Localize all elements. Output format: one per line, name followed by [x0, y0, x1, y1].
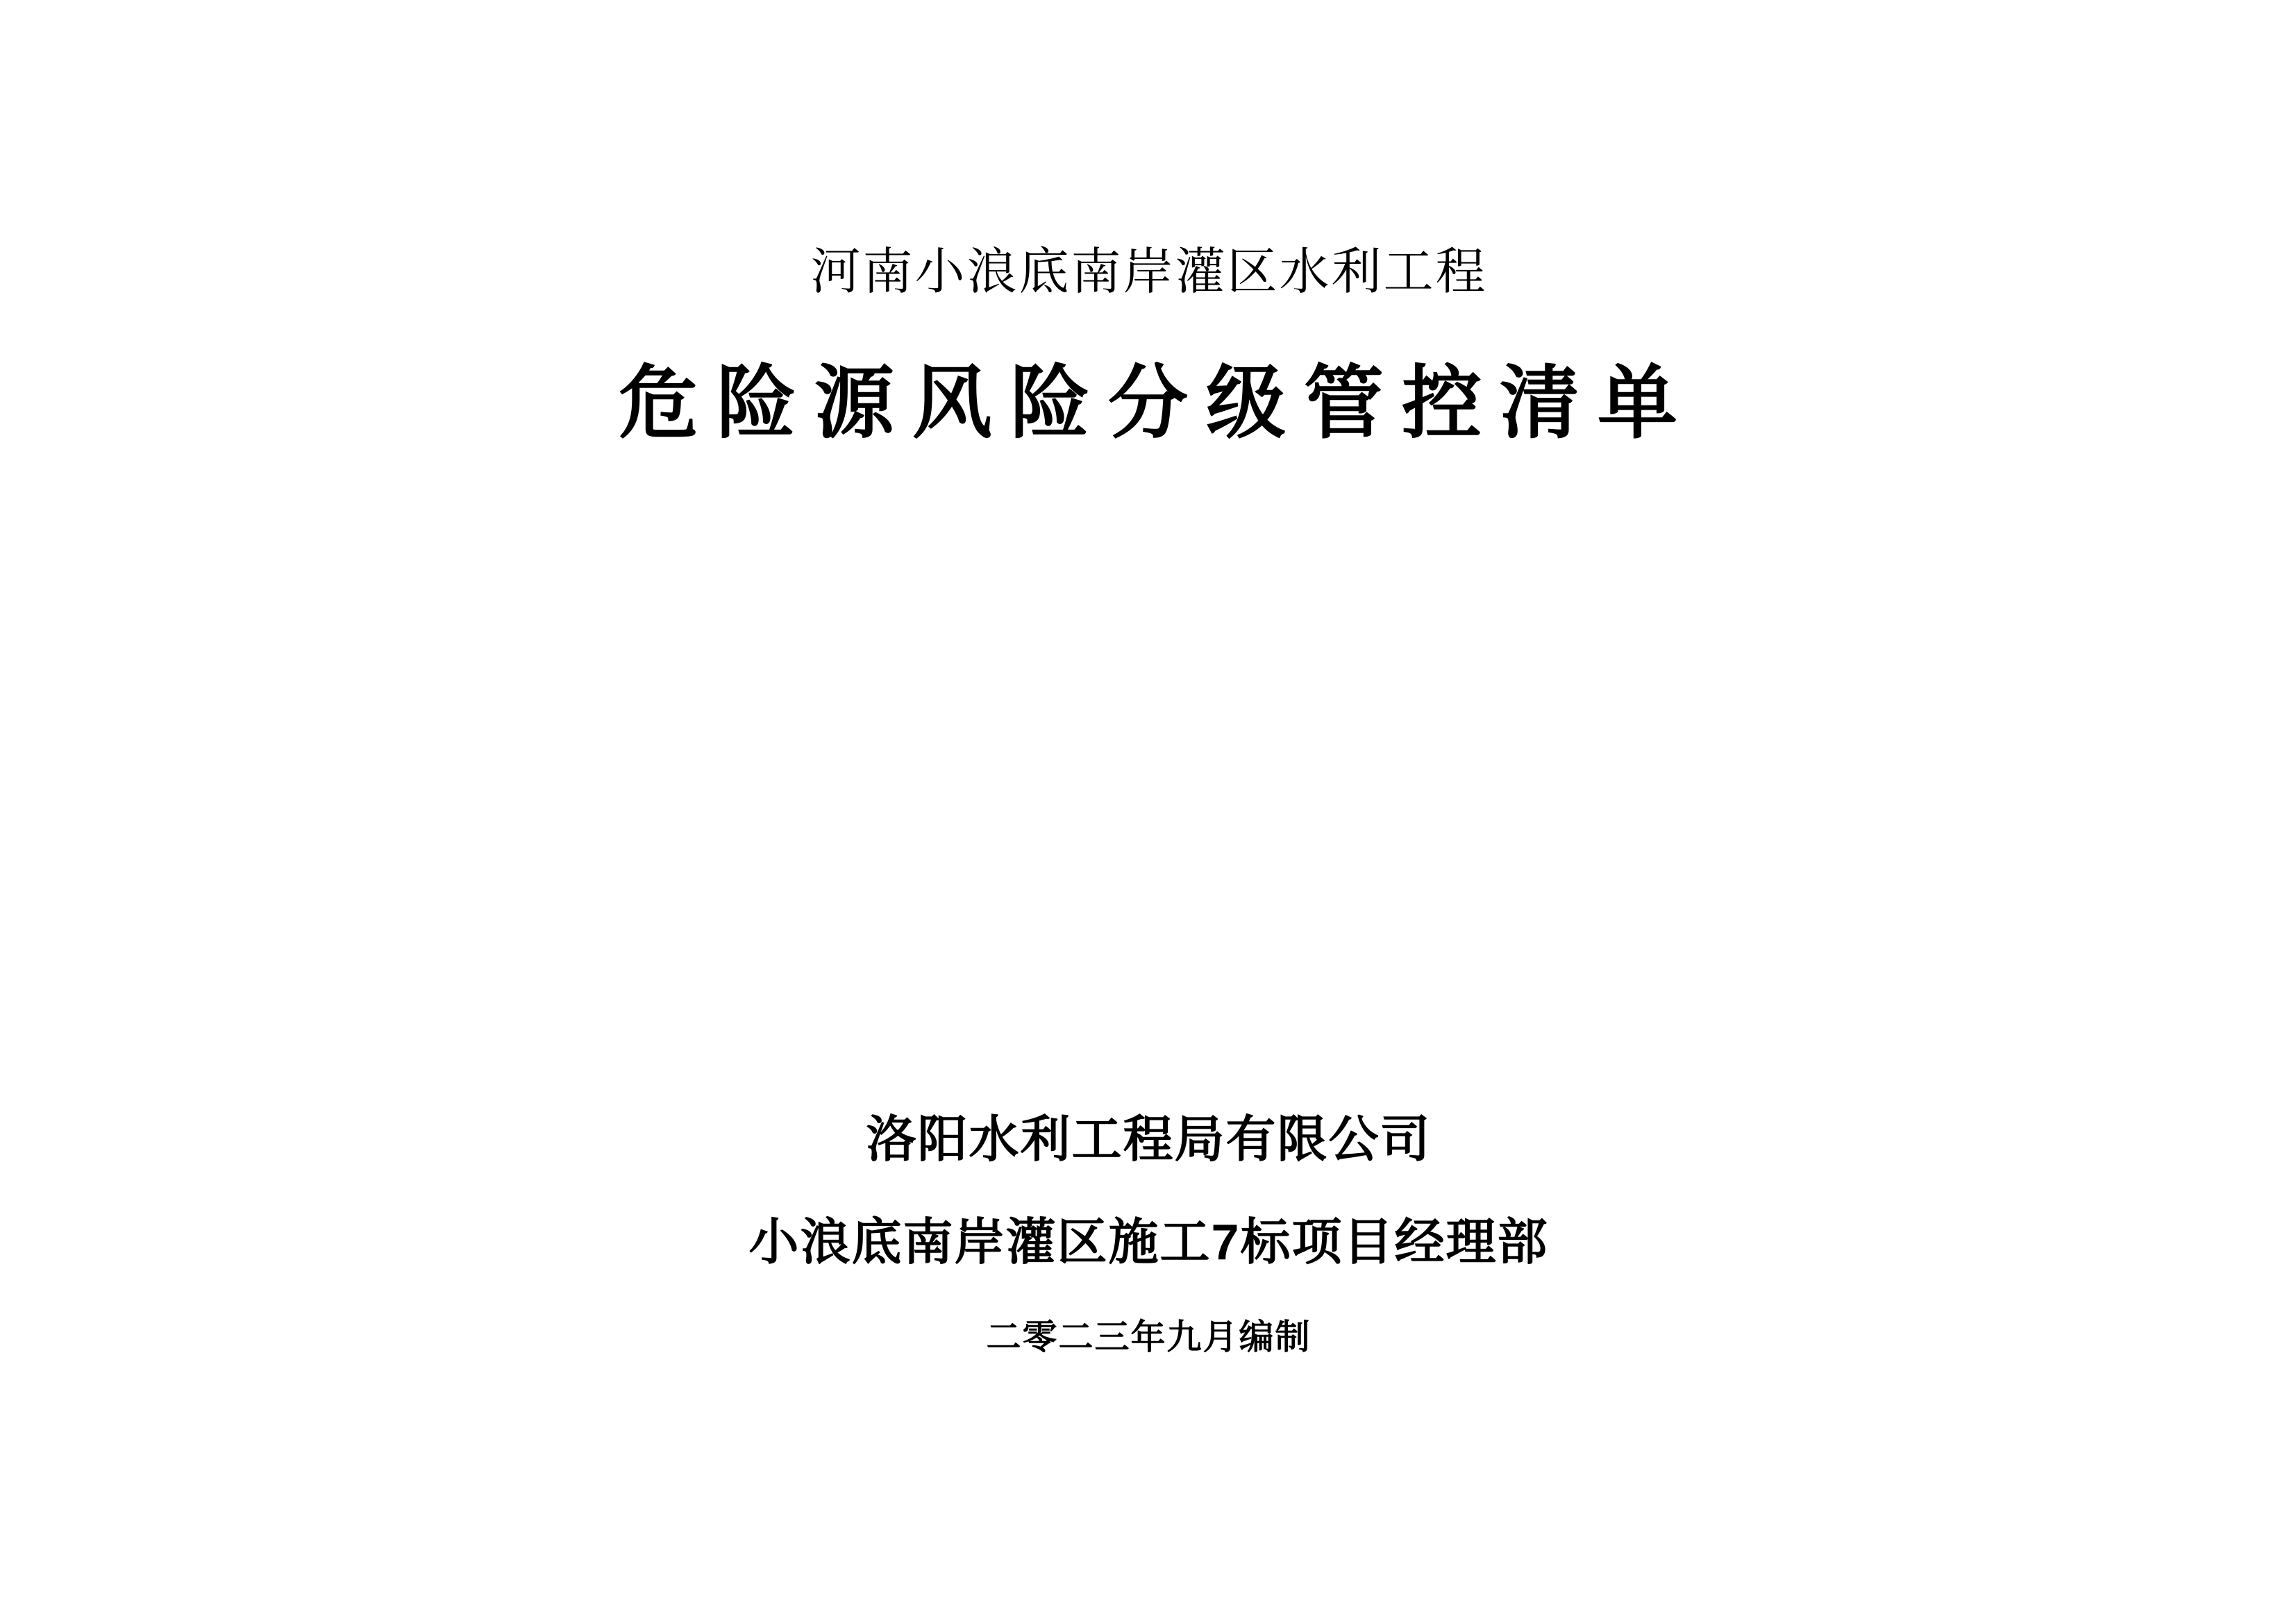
project-name: 河南小浪底南岸灌区水利工程: [810, 244, 1488, 300]
department-name: 小浪底南岸灌区施工7标项目经理部: [748, 1215, 1549, 1270]
document-title: 危险源风险分级管控清单: [618, 360, 1695, 448]
compile-date: 二零二三年九月编制: [986, 1318, 1312, 1356]
company-name: 洛阳水利工程局有限公司: [866, 1112, 1432, 1168]
